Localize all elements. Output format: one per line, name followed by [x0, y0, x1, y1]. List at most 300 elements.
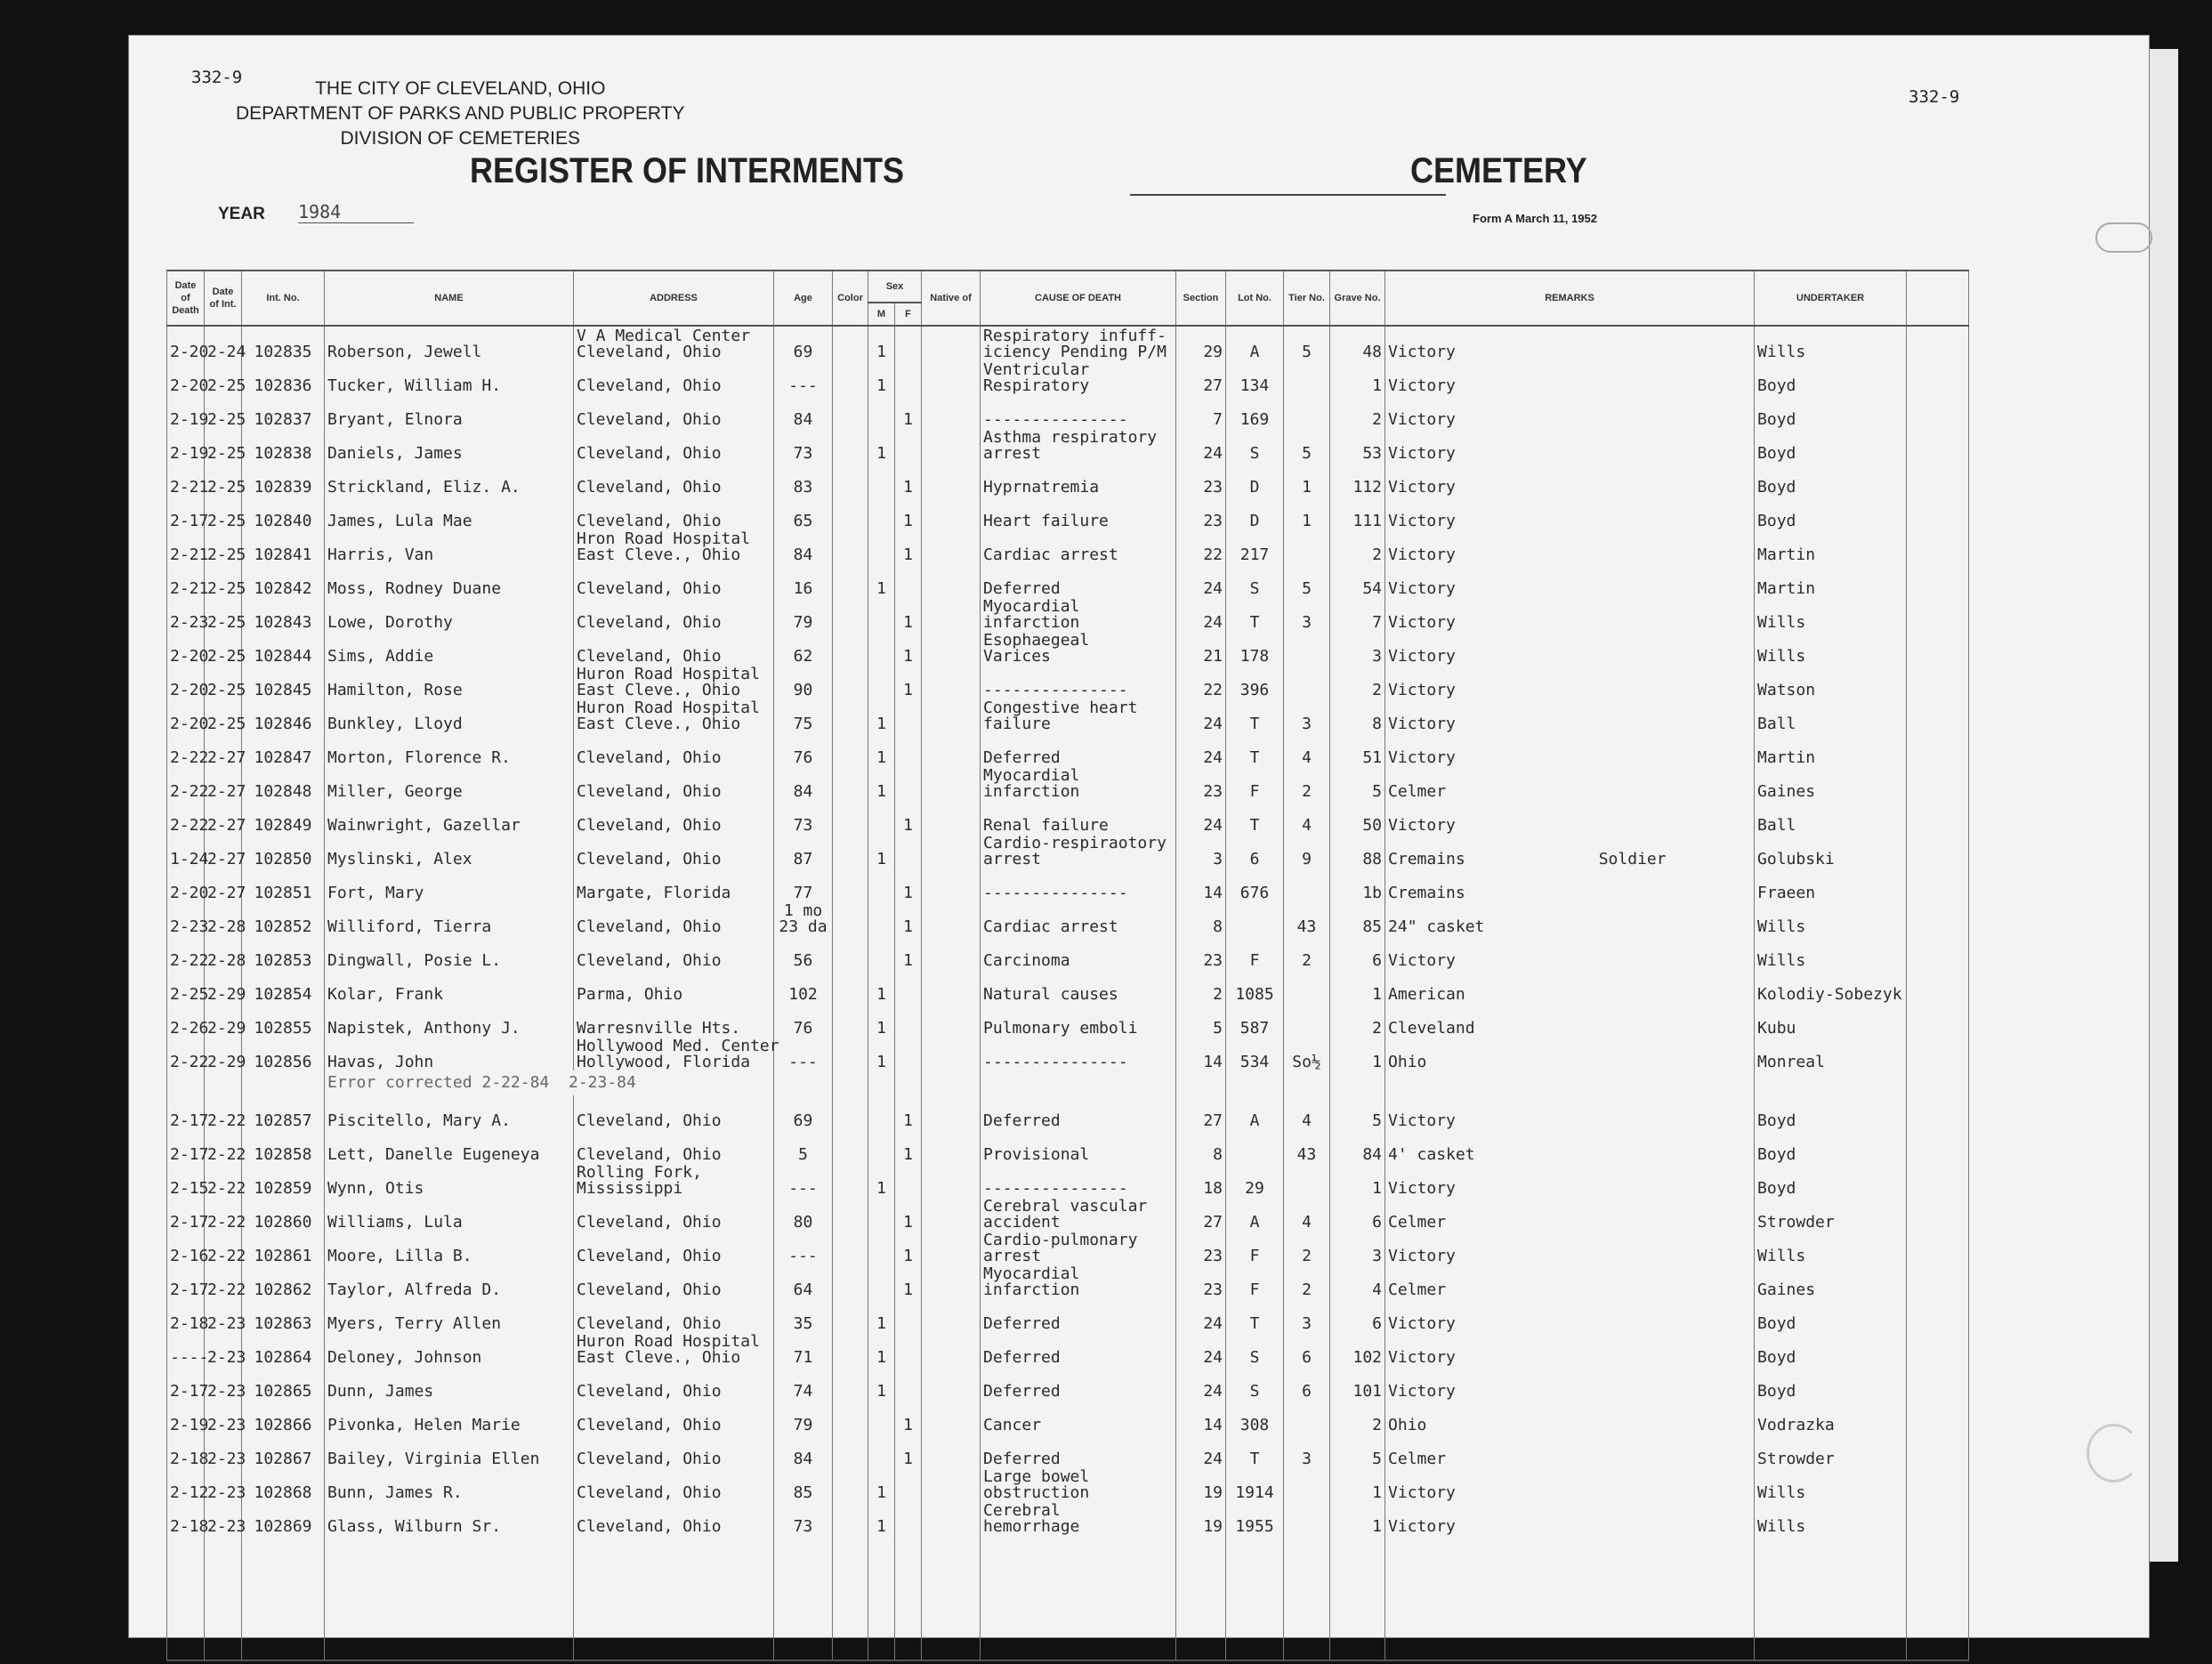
cell-date-of-int: 2-23 — [205, 1434, 242, 1467]
cell-lot-no: 217 — [1226, 529, 1284, 563]
cell-tier-no: 9 — [1284, 834, 1330, 868]
cell-date-of-int: 2-25 — [205, 631, 242, 665]
cell-section: 23 — [1176, 1231, 1226, 1264]
cell-address: Cleveland, Ohio — [574, 1467, 774, 1501]
cell-sex-m — [868, 529, 895, 563]
cell-section: 23 — [1176, 462, 1226, 496]
cell-cause-of-death: Congestive heart failure — [981, 699, 1176, 732]
cell-date-of-int: 2-28 — [205, 901, 242, 935]
cell-remarks — [1385, 1231, 1755, 1264]
cell-address: Cleveland, Ohio — [574, 834, 774, 868]
cell-remarks — [1385, 766, 1755, 800]
cell-undertaker: Gaines — [1755, 766, 1907, 800]
cell-sex-m: 1 — [868, 732, 895, 766]
cell-address: Cleveland, Ohio — [574, 901, 774, 935]
cell-address: Cleveland, Ohio — [574, 360, 774, 394]
table-row — [167, 1037, 1969, 1070]
cell-int-no: 102840 — [242, 496, 325, 529]
cell-address: Huron Road Hospital East Cleve., Ohio — [574, 699, 774, 732]
cell-color — [833, 1095, 868, 1129]
col-date-of-death: Date of Death — [167, 271, 205, 326]
cell-cause-of-death: Cardio-pulmonary arrest — [981, 1231, 1176, 1264]
cell-int-no: 102855 — [242, 1003, 325, 1037]
table-row — [167, 834, 1969, 868]
cell-tier-no: 2 — [1284, 1231, 1330, 1264]
cell-lot-no: T — [1226, 732, 1284, 766]
cell-lot-no: D — [1226, 462, 1284, 496]
cell-address: Cleveland, Ohio — [574, 1434, 774, 1467]
col-remarks: REMARKS — [1385, 271, 1755, 326]
cell-blank — [1907, 1037, 1969, 1070]
cell-grave-no: 8 — [1330, 699, 1385, 732]
col-address: ADDRESS — [574, 271, 774, 326]
cell-sex-m — [868, 1264, 895, 1298]
cell-grave-no: 111 — [1330, 496, 1385, 529]
cell-blank — [1907, 1003, 1969, 1037]
cell-lot-no: 1085 — [1226, 969, 1284, 1003]
cell-age: 76 — [774, 732, 833, 766]
cell-date-of-death: 2-17 — [167, 1197, 205, 1231]
cell-grave-no: 1 — [1330, 1501, 1385, 1535]
cell-name: Lett, Danelle Eugeneya — [325, 1129, 574, 1163]
cell-native-of — [922, 1264, 981, 1298]
cell-cause-of-death: Myocardial infarction — [981, 597, 1176, 631]
cell-tier-no — [1284, 1501, 1330, 1535]
cell-tier-no: 43 — [1284, 1129, 1330, 1163]
cell-section: 18 — [1176, 1163, 1226, 1197]
cell-sex-m — [868, 800, 895, 834]
remarks-text: Celmer — [1388, 1450, 1447, 1468]
cell-tier-no — [1284, 360, 1330, 394]
cell-sex-f: 1 — [895, 394, 922, 428]
cell-native-of — [922, 1231, 981, 1264]
cell-name: Glass, Wilburn Sr. — [325, 1501, 574, 1535]
cell-remarks — [1385, 1095, 1755, 1129]
cell-date-of-death: 2-20 — [167, 699, 205, 732]
cell-grave-no: 1 — [1330, 360, 1385, 394]
cell-undertaker: Kubu — [1755, 1003, 1907, 1037]
cell-cause-of-death: Pulmonary emboli — [981, 1003, 1176, 1037]
table-row — [167, 766, 1969, 800]
cell-blank — [1907, 597, 1969, 631]
cell-tier-no: 3 — [1284, 1434, 1330, 1467]
col-name: NAME — [325, 271, 574, 326]
cell-date-of-int: 2-29 — [205, 969, 242, 1003]
cell-color — [833, 428, 868, 462]
remarks-text: Cremains — [1388, 850, 1465, 868]
cell-undertaker: Wills — [1755, 326, 1907, 360]
cell-blank — [1907, 1467, 1969, 1501]
cell-blank — [1907, 563, 1969, 597]
cell-blank — [1907, 699, 1969, 732]
cell-name: Tucker, William H. — [325, 360, 574, 394]
cell-blank — [1907, 1298, 1969, 1332]
cell-date-of-int: 2-23 — [205, 1467, 242, 1501]
cell-name: Lowe, Dorothy — [325, 597, 574, 631]
cell-remarks — [1385, 1467, 1755, 1501]
cell-sex-m — [868, 1400, 895, 1434]
cell-int-no: 102868 — [242, 1467, 325, 1501]
cell-blank — [1907, 665, 1969, 699]
cell-blank — [1907, 1434, 1969, 1467]
table-row — [167, 496, 1969, 529]
table-row — [167, 1231, 1969, 1264]
cell-lot-no: 587 — [1226, 1003, 1284, 1037]
cell-remarks — [1385, 1298, 1755, 1332]
cell-date-of-int: 2-24 — [205, 326, 242, 360]
cell-blank — [1907, 1129, 1969, 1163]
cell-blank — [1907, 969, 1969, 1003]
table-row — [167, 360, 1969, 394]
cell-sex-f: 1 — [895, 800, 922, 834]
cell-address: Cleveland, Ohio — [574, 462, 774, 496]
cell-date-of-death: 2-21 — [167, 563, 205, 597]
cell-lot-no: 29 — [1226, 1163, 1284, 1197]
cell-remarks — [1385, 563, 1755, 597]
cell-grave-no: 6 — [1330, 1298, 1385, 1332]
cell-cause-of-death: Renal failure — [981, 800, 1176, 834]
cell-tier-no: 4 — [1284, 1095, 1330, 1129]
cell-date-of-death: 2-18 — [167, 1298, 205, 1332]
cell-lot-no: 396 — [1226, 665, 1284, 699]
cell-undertaker: Kolodiy-Sobezyk — [1755, 969, 1907, 1003]
cell-int-no: 102867 — [242, 1434, 325, 1467]
cell-undertaker: Vodrazka — [1755, 1400, 1907, 1434]
cell-int-no: 102841 — [242, 529, 325, 563]
col-undertaker: UNDERTAKER — [1755, 271, 1907, 326]
cell-native-of — [922, 969, 981, 1003]
cell-grave-no: 5 — [1330, 1095, 1385, 1129]
cell-undertaker: Ball — [1755, 699, 1907, 732]
cell-tier-no: So½ — [1284, 1037, 1330, 1070]
cell-section: 24 — [1176, 1332, 1226, 1366]
cell-sex-f: 1 — [895, 1400, 922, 1434]
cell-blank — [1907, 800, 1969, 834]
cell-remarks — [1385, 496, 1755, 529]
cell-sex-f: 1 — [895, 901, 922, 935]
cell-native-of — [922, 529, 981, 563]
cell-age: --- — [774, 1037, 833, 1070]
cell-address: Huron Road Hospital East Cleve., Ohio — [574, 1332, 774, 1366]
cell-date-of-int: 2-25 — [205, 394, 242, 428]
cell-remarks — [1385, 868, 1755, 901]
cell-cause-of-death: --------------- — [981, 868, 1176, 901]
cell-native-of — [922, 326, 981, 360]
col-age: Age — [774, 271, 833, 326]
cell-address: Cleveland, Ohio — [574, 1231, 774, 1264]
cell-name: Miller, George — [325, 766, 574, 800]
cell-blank — [1907, 868, 1969, 901]
cell-age: 102 — [774, 969, 833, 1003]
cell-tier-no — [1284, 1163, 1330, 1197]
cell-color — [833, 529, 868, 563]
cell-sex-m: 1 — [868, 1037, 895, 1070]
cell-date-of-int: 2-29 — [205, 1003, 242, 1037]
cell-color — [833, 935, 868, 969]
cell-date-of-int: 2-25 — [205, 428, 242, 462]
cell-name: Williford, Tierra — [325, 901, 574, 935]
cell-sex-m: 1 — [868, 1366, 895, 1400]
cell-lot-no: 1955 — [1226, 1501, 1284, 1535]
cell-address: Cleveland, Ohio — [574, 1501, 774, 1535]
cell-blank — [1907, 1163, 1969, 1197]
cell-name: Daniels, James — [325, 428, 574, 462]
cell-sex-m: 1 — [868, 326, 895, 360]
cell-remarks — [1385, 462, 1755, 496]
cell-age: 5 — [774, 1129, 833, 1163]
cell-cause-of-death: Natural causes — [981, 969, 1176, 1003]
cell-cause-of-death: Cardiac arrest — [981, 529, 1176, 563]
cell-native-of — [922, 1197, 981, 1231]
cell-grave-no: 2 — [1330, 529, 1385, 563]
cell-date-of-int: 2-23 — [205, 1501, 242, 1535]
cell-name: Dunn, James — [325, 1366, 574, 1400]
cell-sex-f — [895, 360, 922, 394]
cell-address: Warresnville Hts. — [574, 1003, 774, 1037]
cell-tier-no: 5 — [1284, 563, 1330, 597]
cell-tier-no: 3 — [1284, 1298, 1330, 1332]
cell-undertaker: Strowder — [1755, 1197, 1907, 1231]
table-row — [167, 394, 1969, 428]
cell-undertaker: Golubski — [1755, 834, 1907, 868]
table-row — [167, 631, 1969, 665]
cell-sex-f — [895, 428, 922, 462]
cell-grave-no: 5 — [1330, 766, 1385, 800]
cell-native-of — [922, 1501, 981, 1535]
cell-tier-no: 2 — [1284, 766, 1330, 800]
cell-address: Huron Road Hospital East Cleve., Ohio — [574, 665, 774, 699]
cell-section: 24 — [1176, 1434, 1226, 1467]
cell-lot-no: 178 — [1226, 631, 1284, 665]
cell-blank — [1907, 766, 1969, 800]
cell-section: 24 — [1176, 699, 1226, 732]
cell-sex-m — [868, 1129, 895, 1163]
cell-age: 83 — [774, 462, 833, 496]
cell-remarks — [1385, 428, 1755, 462]
table-row — [167, 563, 1969, 597]
cell-color — [833, 496, 868, 529]
cell-lot-no: S — [1226, 1332, 1284, 1366]
cell-section: 24 — [1176, 428, 1226, 462]
cell-section: 2 — [1176, 969, 1226, 1003]
binder-ring-mark — [2087, 1424, 2141, 1482]
cell-date-of-death: 2-26 — [167, 1003, 205, 1037]
cell-address: Cleveland, Ohio — [574, 800, 774, 834]
cell-sex-f — [895, 732, 922, 766]
cell-cause-of-death: --------------- — [981, 665, 1176, 699]
col-color: Color — [833, 271, 868, 326]
cell-remarks — [1385, 1501, 1755, 1535]
cell-sex-f: 1 — [895, 1434, 922, 1467]
cell-undertaker: Martin — [1755, 732, 1907, 766]
cell-name: Roberson, Jewell — [325, 326, 574, 360]
cell-remarks — [1385, 1037, 1755, 1070]
cell-native-of — [922, 1366, 981, 1400]
cell-section: 24 — [1176, 732, 1226, 766]
cell-blank — [1907, 1264, 1969, 1298]
cell-cause-of-death: Carcinoma — [981, 935, 1176, 969]
cell-date-of-int: 2-25 — [205, 529, 242, 563]
cell-sex-m — [868, 1231, 895, 1264]
cell-grave-no: 6 — [1330, 1197, 1385, 1231]
cell-name: Moss, Rodney Duane — [325, 563, 574, 597]
cell-section: 24 — [1176, 800, 1226, 834]
cell-sex-m: 1 — [868, 563, 895, 597]
cell-section: 19 — [1176, 1467, 1226, 1501]
cell-date-of-death: 2-20 — [167, 665, 205, 699]
cell-cause-of-death: --------------- — [981, 1163, 1176, 1197]
cell-remarks — [1385, 901, 1755, 935]
cell-sex-f: 1 — [895, 935, 922, 969]
cell-int-no: 102837 — [242, 394, 325, 428]
cell-grave-no: 112 — [1330, 462, 1385, 496]
cell-name: Taylor, Alfreda D. — [325, 1264, 574, 1298]
cell-color — [833, 1501, 868, 1535]
cell-grave-no: 4 — [1330, 1264, 1385, 1298]
table-row — [167, 868, 1969, 901]
cell-sex-m: 1 — [868, 1501, 895, 1535]
cell-grave-no: 6 — [1330, 935, 1385, 969]
cell-name: Wynn, Otis — [325, 1163, 574, 1197]
cell-blank — [1907, 901, 1969, 935]
table-row — [167, 969, 1969, 1003]
cell-name: Piscitello, Mary A. — [325, 1095, 574, 1129]
cell-date-of-int: 2-25 — [205, 563, 242, 597]
remarks-text: Victory — [1388, 376, 1456, 395]
cell-native-of — [922, 597, 981, 631]
table-row — [167, 1366, 1969, 1400]
remarks-text: Victory — [1388, 1111, 1456, 1130]
cell-date-of-int: 2-23 — [205, 1400, 242, 1434]
cell-undertaker: Martin — [1755, 529, 1907, 563]
col-tier-no: Tier No. — [1284, 271, 1330, 326]
cell-sex-m — [868, 597, 895, 631]
cell-color — [833, 766, 868, 800]
cell-color — [833, 462, 868, 496]
cell-blank — [1907, 1095, 1969, 1129]
register-sheet — [129, 36, 2149, 1637]
cell-address: Cleveland, Ohio — [574, 732, 774, 766]
remarks-text: Celmer — [1388, 782, 1447, 801]
cell-date-of-int: 2-27 — [205, 834, 242, 868]
cell-date-of-int: 2-27 — [205, 766, 242, 800]
remarks-text: Victory — [1388, 1348, 1456, 1367]
cell-date-of-death: 2-20 — [167, 360, 205, 394]
cell-age: 16 — [774, 563, 833, 597]
cell-age: 65 — [774, 496, 833, 529]
cell-name: Hamilton, Rose — [325, 665, 574, 699]
cell-date-of-death: 2-23 — [167, 597, 205, 631]
cell-sex-f — [895, 1501, 922, 1535]
cell-sex-f — [895, 1332, 922, 1366]
col-native-of: Native of — [922, 271, 981, 326]
cell-grave-no: 3 — [1330, 1231, 1385, 1264]
remarks-text: Celmer — [1388, 1213, 1447, 1232]
cell-sex-f: 1 — [895, 1129, 922, 1163]
cell-color — [833, 1434, 868, 1467]
cell-native-of — [922, 1467, 981, 1501]
col-blank — [1907, 271, 1969, 326]
cell-lot-no: A — [1226, 1197, 1284, 1231]
table-header-row — [167, 271, 1969, 303]
cell-section: 24 — [1176, 563, 1226, 597]
cell-age: 77 — [774, 868, 833, 901]
cell-int-no: 102845 — [242, 665, 325, 699]
cell-cause-of-death: Cancer — [981, 1400, 1176, 1434]
cell-color — [833, 563, 868, 597]
remarks-text: Victory — [1388, 1382, 1456, 1401]
cell-color — [833, 1264, 868, 1298]
cell-native-of — [922, 631, 981, 665]
cell-sex-m: 1 — [868, 1332, 895, 1366]
cell-tier-no — [1284, 969, 1330, 1003]
cell-address: Cleveland, Ohio — [574, 1095, 774, 1129]
cell-date-of-int: 2-27 — [205, 732, 242, 766]
cell-address: Margate, Florida — [574, 868, 774, 901]
cell-int-no: 102858 — [242, 1129, 325, 1163]
cell-sex-m: 1 — [868, 699, 895, 732]
cell-sex-m — [868, 1197, 895, 1231]
cell-tier-no — [1284, 868, 1330, 901]
cell-undertaker: Boyd — [1755, 496, 1907, 529]
cell-lot-no — [1226, 1129, 1284, 1163]
cell-address: Cleveland, Ohio — [574, 1298, 774, 1332]
cell-color — [833, 1467, 868, 1501]
cell-sex-m: 1 — [868, 1163, 895, 1197]
cell-date-of-death: 2-17 — [167, 1129, 205, 1163]
cell-native-of — [922, 699, 981, 732]
remarks-text: Victory — [1388, 343, 1456, 361]
cell-int-no: 102869 — [242, 1501, 325, 1535]
cell-sex-f — [895, 1298, 922, 1332]
cell-name: Moore, Lilla B. — [325, 1231, 574, 1264]
cell-lot-no: D — [1226, 496, 1284, 529]
cell-sex-m — [868, 631, 895, 665]
cell-undertaker: Boyd — [1755, 1332, 1907, 1366]
cell-age: 76 — [774, 1003, 833, 1037]
cell-address: Cleveland, Ohio — [574, 1197, 774, 1231]
cell-sex-f: 1 — [895, 496, 922, 529]
cell-age: 90 — [774, 665, 833, 699]
cell-undertaker: Boyd — [1755, 462, 1907, 496]
cell-lot-no: A — [1226, 1095, 1284, 1129]
cell-section: 24 — [1176, 597, 1226, 631]
cell-name: Myslinski, Alex — [325, 834, 574, 868]
cell-date-of-death: 2-18 — [167, 1501, 205, 1535]
remarks-text: Victory — [1388, 1314, 1456, 1333]
table-row — [167, 1298, 1969, 1332]
cell-native-of — [922, 1298, 981, 1332]
cell-age: 71 — [774, 1332, 833, 1366]
cell-name: Deloney, Johnson — [325, 1332, 574, 1366]
cell-age: 1 mo 23 da — [774, 901, 833, 935]
cell-int-no: 102848 — [242, 766, 325, 800]
col-grave-no: Grave No. — [1330, 271, 1385, 326]
cell-undertaker: Wills — [1755, 935, 1907, 969]
cell-int-no: 102849 — [242, 800, 325, 834]
cell-section: 23 — [1176, 766, 1226, 800]
cell-address: Cleveland, Ohio — [574, 766, 774, 800]
cell-grave-no: 2 — [1330, 394, 1385, 428]
cell-date-of-int: 2-22 — [205, 1197, 242, 1231]
cell-section: 27 — [1176, 1095, 1226, 1129]
cell-cause-of-death: Cardiac arrest — [981, 901, 1176, 935]
cell-sex-m — [868, 935, 895, 969]
correction-row — [167, 1070, 1969, 1095]
cell-sex-f — [895, 1467, 922, 1501]
cell-date-of-int: 2-29 — [205, 1037, 242, 1070]
cell-native-of — [922, 1332, 981, 1366]
